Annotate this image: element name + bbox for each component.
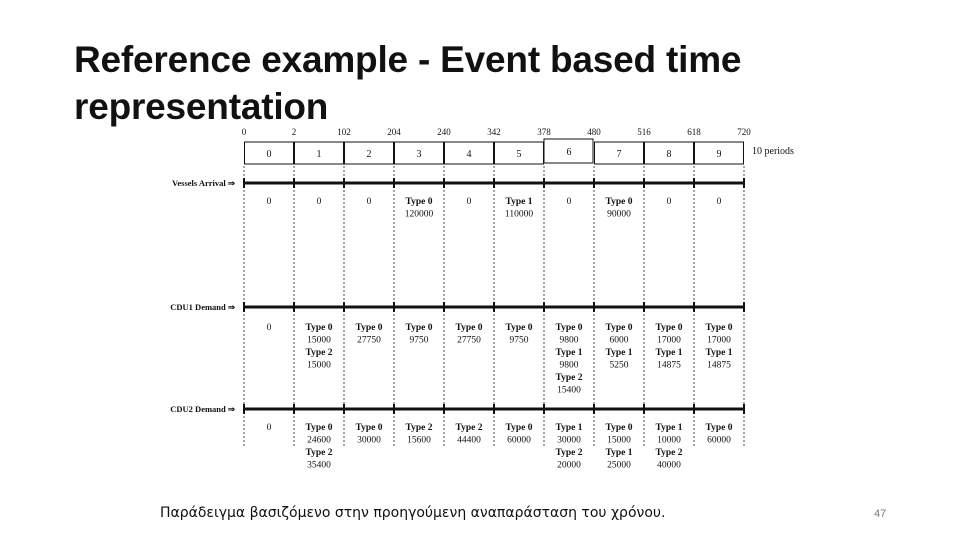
cell-value: 20000 bbox=[557, 460, 581, 471]
cell-value: Type 1 bbox=[505, 197, 533, 207]
cell-value: Type 2 bbox=[655, 448, 683, 458]
cell-value: 0 bbox=[566, 197, 572, 207]
row-label: CDU2 Demand ⇒ bbox=[170, 404, 235, 414]
period-label: 1 bbox=[316, 149, 322, 160]
cell-value: 6000 bbox=[609, 335, 629, 346]
cell-value: 17000 bbox=[707, 335, 731, 346]
cell-value: 60000 bbox=[507, 435, 531, 446]
cell-value: Type 0 bbox=[455, 323, 483, 333]
period-label: 5 bbox=[516, 149, 522, 160]
cell-value: 14875 bbox=[707, 360, 731, 371]
cell-value: Type 1 bbox=[655, 348, 683, 358]
cell-value: 9750 bbox=[409, 335, 429, 346]
cell-value: Type 0 bbox=[555, 323, 583, 333]
cell-value: Type 2 bbox=[555, 373, 583, 383]
cell-value: Type 1 bbox=[705, 348, 733, 358]
time-point-label: 240 bbox=[437, 127, 451, 137]
cell-value: 25000 bbox=[607, 460, 631, 471]
periods-count-label: 10 periods bbox=[752, 146, 794, 157]
cell-value: 9750 bbox=[509, 335, 529, 346]
slide-caption: Παράδειγμα βασιζόμενο στην προηγούμενη αναπαράσταση του χρόνου. bbox=[160, 505, 666, 521]
cell-value: 35400 bbox=[307, 460, 331, 471]
cell-value: 120000 bbox=[404, 209, 434, 220]
cell-value: Type 2 bbox=[305, 348, 333, 358]
time-point-label: 618 bbox=[687, 127, 701, 137]
cell-value: Type 0 bbox=[405, 323, 433, 333]
cell-value: Type 1 bbox=[605, 348, 633, 358]
cell-value: Type 0 bbox=[605, 423, 633, 433]
cell-value: Type 0 bbox=[505, 423, 533, 433]
cell-value: Type 0 bbox=[305, 423, 333, 433]
cell-value: Type 0 bbox=[355, 423, 383, 433]
cell-value: 30000 bbox=[357, 435, 381, 446]
time-point-label: 204 bbox=[387, 127, 401, 137]
cell-value: 30000 bbox=[557, 435, 581, 446]
cell-value: Type 2 bbox=[305, 448, 333, 458]
cell-value: 60000 bbox=[707, 435, 731, 446]
cell-value: Type 1 bbox=[555, 423, 583, 433]
cell-value: Type 0 bbox=[655, 323, 683, 333]
time-point-label: 102 bbox=[337, 127, 351, 137]
cell-value: 15000 bbox=[307, 335, 331, 346]
period-label: 0 bbox=[266, 149, 272, 160]
cell-value: Type 1 bbox=[605, 448, 633, 458]
cell-value: 0 bbox=[266, 197, 272, 207]
time-point-label: 342 bbox=[487, 127, 501, 137]
page-number: 47 bbox=[874, 508, 887, 520]
cell-value: 0 bbox=[716, 197, 722, 207]
cell-value: 15000 bbox=[307, 360, 331, 371]
period-label: 3 bbox=[416, 149, 422, 160]
cell-value: 17000 bbox=[657, 335, 681, 346]
time-point-label: 720 bbox=[737, 127, 751, 137]
row-label: CDU1 Demand ⇒ bbox=[170, 302, 235, 312]
cell-value: Type 2 bbox=[405, 423, 433, 433]
cell-value: 9800 bbox=[559, 360, 579, 371]
period-label: 7 bbox=[616, 149, 622, 160]
cell-value: Type 0 bbox=[605, 197, 633, 207]
row-label: Vessels Arrival ⇒ bbox=[172, 178, 235, 188]
cell-value: 0 bbox=[366, 197, 372, 207]
cell-value: 40000 bbox=[657, 460, 681, 471]
cell-value: 14875 bbox=[657, 360, 681, 371]
time-point-label: 516 bbox=[637, 127, 651, 137]
cell-value: Type 0 bbox=[705, 423, 733, 433]
time-point-label: 0 bbox=[241, 127, 247, 137]
cell-value: 0 bbox=[316, 197, 322, 207]
cell-value: 24600 bbox=[307, 435, 331, 446]
cell-value: 110000 bbox=[504, 209, 534, 220]
cell-value: 0 bbox=[666, 197, 672, 207]
cell-value: Type 2 bbox=[455, 423, 483, 433]
cell-value: Type 1 bbox=[555, 348, 583, 358]
cell-value: 0 bbox=[266, 323, 272, 333]
cell-value: Type 0 bbox=[605, 323, 633, 333]
cell-value: Type 0 bbox=[505, 323, 533, 333]
cell-value: 15400 bbox=[557, 385, 581, 396]
cell-value: 90000 bbox=[607, 209, 631, 220]
period-label: 9 bbox=[716, 149, 722, 160]
period-label: 8 bbox=[666, 149, 672, 160]
time-point-label: 2 bbox=[291, 127, 297, 137]
cell-value: Type 1 bbox=[655, 423, 683, 433]
cell-value: 27750 bbox=[357, 335, 381, 346]
cell-value: Type 0 bbox=[705, 323, 733, 333]
cell-value: 5250 bbox=[609, 360, 629, 371]
cell-value: 15600 bbox=[407, 435, 431, 446]
slide-title-line1: Reference example - Event based time bbox=[74, 39, 742, 80]
time-point-label: 378 bbox=[537, 127, 551, 137]
cell-value: 0 bbox=[466, 197, 472, 207]
cell-value: Type 0 bbox=[305, 323, 333, 333]
cell-value: Type 0 bbox=[405, 197, 433, 207]
cell-value: Type 0 bbox=[355, 323, 383, 333]
period-label: 2 bbox=[366, 149, 372, 160]
cell-value: 0 bbox=[266, 423, 272, 433]
slide-title-line2: representation bbox=[74, 86, 329, 127]
period-label: 6 bbox=[566, 147, 572, 158]
cell-value: 27750 bbox=[457, 335, 481, 346]
cell-value: Type 2 bbox=[555, 448, 583, 458]
cell-value: 44400 bbox=[457, 435, 481, 446]
cell-value: 9800 bbox=[559, 335, 579, 346]
period-label: 4 bbox=[466, 149, 472, 160]
time-point-label: 480 bbox=[587, 127, 601, 137]
cell-value: 15000 bbox=[607, 435, 631, 446]
cell-value: 10000 bbox=[657, 435, 681, 446]
